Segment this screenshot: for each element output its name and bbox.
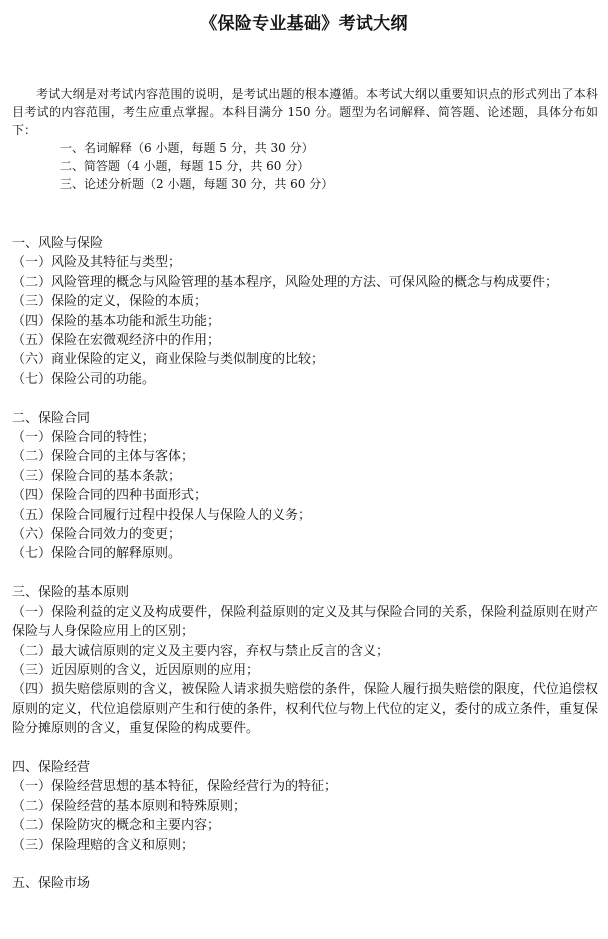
syllabus-item: （二）保险合同的主体与客体；	[12, 449, 195, 465]
syllabus-item: （三）近因原则的含义，近因原则的应用；	[12, 662, 260, 678]
syllabus-item: （六）保险合同效力的变更；	[12, 527, 182, 543]
syllabus-item: （一）保险合同的特性；	[12, 430, 156, 446]
section-heading: 一、风险与保险	[12, 236, 104, 251]
section-heading: 五、保险市场	[12, 876, 91, 892]
syllabus-item: （七）保险公司的功能。	[12, 371, 156, 387]
intro-paragraph: 考试大纲是对考试内容范围的说明，是考试出题的根本遵循。本考试大纲以重要知识点的形式列出了本科目考试的内容范围，考生应重点掌握。本科目满分 150 分。题型为名词解释、简答题、论述题，具体分布如下：	[12, 87, 598, 137]
syllabus-item: （七）保险合同的解释原则。	[12, 546, 182, 562]
section-insurance-operation	[12, 758, 598, 855]
syllabus-item: （五）保险合同履行过程中投保人与保险人的义务；	[12, 507, 312, 523]
question-type-item: 一、名词解释（6 小题，每题 5 分，共 30 分）	[60, 141, 314, 155]
syllabus-item: （一）风险及其特征与类型；	[12, 255, 182, 271]
syllabus-item: （三）保险合同的基本条款；	[12, 468, 182, 484]
syllabus-item: （三）保险的定义，保险的本质；	[12, 294, 208, 310]
syllabus-item: （五）保险在宏微观经济中的作用；	[12, 333, 221, 349]
question-type-item: 二、简答题（4 小题，每题 15 分，共 60 分）	[60, 159, 310, 173]
syllabus-item: （四）保险的基本功能和派生功能；	[12, 313, 221, 329]
intro-block	[12, 85, 598, 193]
section-insurance-contract	[12, 409, 598, 564]
syllabus-item: （四）保险合同的四种书面形式；	[12, 488, 208, 504]
section-insurance-market	[12, 874, 598, 893]
syllabus-item: （二）风险管理的概念与风险管理的基本程序，风险处理的方法、可保风险的概念与构成要件；	[12, 274, 559, 290]
syllabus-item: （一）保险经营思想的基本特征，保险经营行为的特征；	[12, 779, 338, 795]
question-type-item: 三、论述分析题（2 小题，每题 30 分，共 60 分）	[60, 177, 334, 191]
syllabus-item: （一）保险利益的定义及构成要件，保险利益原则的定义及其与保险合同的关系，保险利益原则在财产保险与人身保险应用上的区别；	[12, 604, 598, 640]
syllabus-content	[12, 234, 598, 913]
syllabus-item: （二）保险经营的基本原则和特殊原则；	[12, 798, 247, 814]
syllabus-item: （四）损失赔偿原则的含义，被保险人请求损失赔偿的条件，保险人履行损失赔偿的限度，代位追偿权原则的定义，代位追偿原则产生和行使的条件，权利代位与物上代位的定义，委付的成立条件，重复保险分摊原则的含义，重复保险的构成要件。	[12, 682, 598, 737]
section-heading: 四、保险经营	[12, 759, 91, 775]
section-basic-principles	[12, 583, 598, 738]
section-heading: 二、保险合同	[12, 410, 91, 426]
section-risk-and-insurance	[12, 234, 598, 389]
syllabus-item: （二）保险防灾的概念和主要内容；	[12, 818, 221, 834]
syllabus-item: （三）保险理赔的含义和原则；	[12, 837, 195, 853]
syllabus-item: （二）最大诚信原则的定义及主要内容，弃权与禁止反言的含义；	[12, 643, 390, 659]
section-heading: 三、保险的基本原则	[12, 585, 130, 601]
document-title: 《保险专业基础》考试大纲	[200, 14, 408, 34]
syllabus-item: （六）商业保险的定义，商业保险与类似制度的比较；	[12, 352, 325, 368]
